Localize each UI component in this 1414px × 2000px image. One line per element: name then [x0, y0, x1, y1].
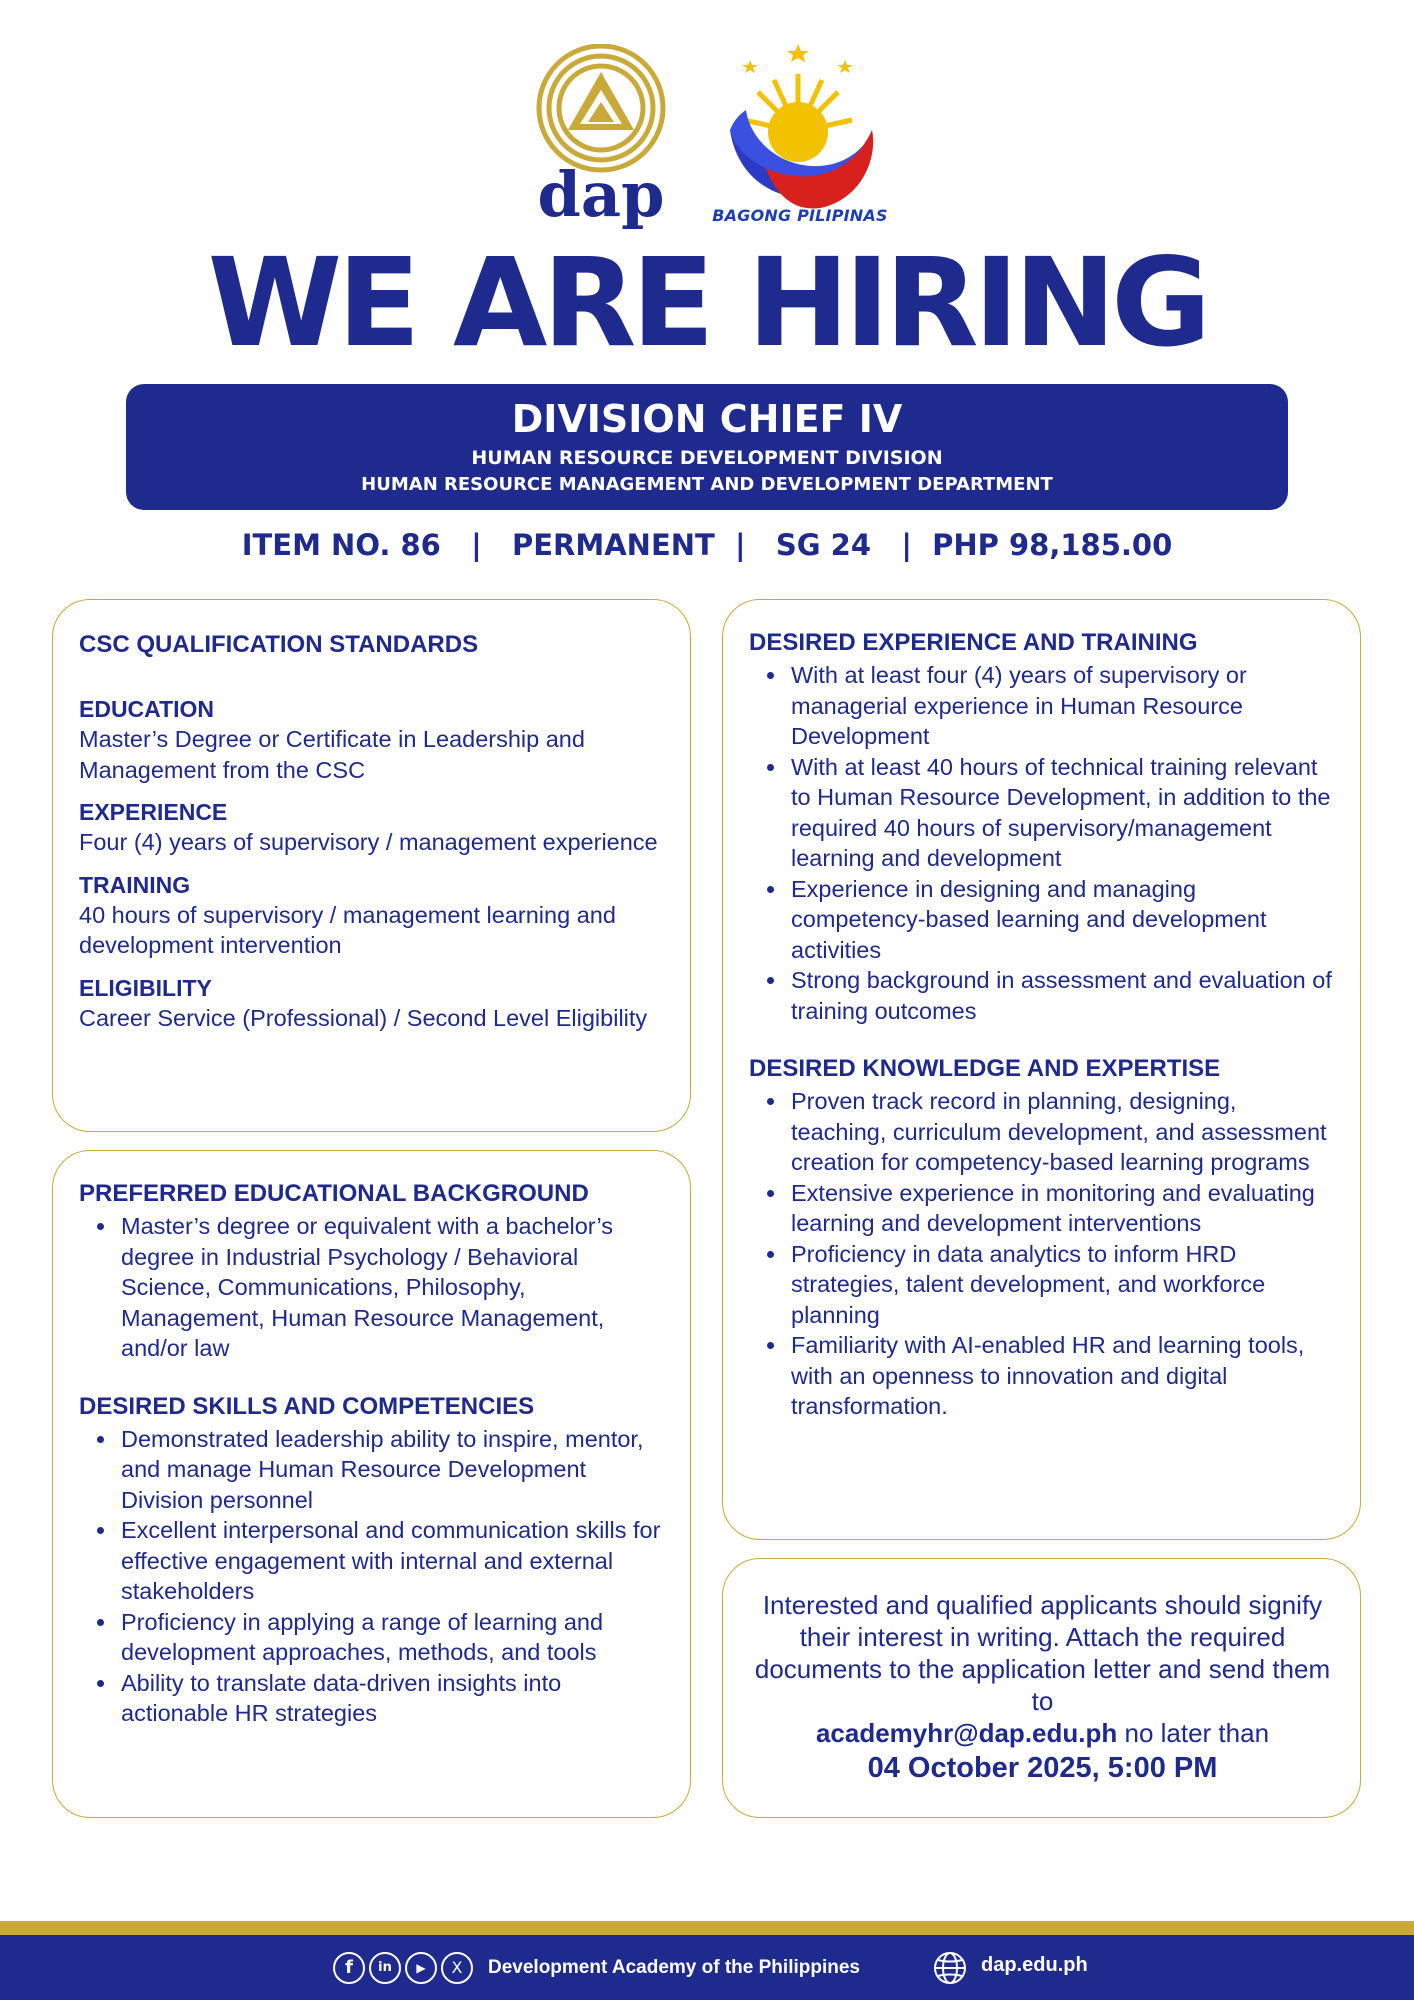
position-banner — [126, 384, 1288, 510]
qualification-standards-card — [52, 599, 691, 1132]
application-deadline: 04 October 2025, 5:00 PM — [867, 1752, 1218, 1784]
list-item: Demonstrated leadership ability to inspire, mentor, and manage Human Resource Development Division personnel — [79, 1424, 666, 1516]
x-icon[interactable]: X — [441, 1952, 473, 1984]
list-item: Proven track record in planning, designing, teaching, curriculum development, and assessment creation for competency-based learning programs — [749, 1086, 1336, 1178]
qs-experience — [79, 797, 666, 858]
qualification-standards-title: CSC QUALIFICATION STANDARDS — [79, 631, 479, 658]
position-department: HUMAN RESOURCE MANAGEMENT AND DEVELOPMENT DEPARTMENT — [361, 474, 1053, 495]
qs-text: Four (4) years of supervisory / management experience — [79, 829, 658, 855]
logo-row — [0, 40, 1414, 240]
qs-label: EXPERIENCE — [79, 799, 228, 825]
desired-skills-title: DESIRED SKILLS AND COMPETENCIES — [79, 1392, 535, 1420]
list-item: Proficiency in applying a range of learning and development approaches, methods, and tools — [79, 1607, 666, 1668]
qs-eligibility — [79, 973, 666, 1034]
bagong-pilipinas-logo — [700, 40, 900, 230]
desired-knowledge-title: DESIRED KNOWLEDGE AND EXPERTISE — [749, 1055, 1221, 1082]
qs-text: 40 hours of supervisory / management learning and development intervention — [79, 901, 616, 958]
headline: WE ARE HIRING — [207, 232, 1207, 374]
list-item: With at least 40 hours of technical training relevant to Human Resource Development, in addition to the required 40 hours of supervisory/management learning and development — [749, 752, 1336, 874]
qs-label: TRAINING — [79, 871, 191, 898]
list-item: With at least four (4) years of supervisory or managerial experience in Human Resource Development — [749, 660, 1336, 752]
linkedin-icon[interactable]: in — [369, 1952, 401, 1984]
qs-training — [79, 870, 666, 961]
desired-skills-list — [79, 1424, 666, 1729]
desired-experience-list — [749, 660, 1336, 1026]
footer-gold-stripe — [0, 1921, 1414, 1935]
list-item: Master’s degree or equivalent with a bachelor’s degree in Industrial Psychology / Behavioral Science, Communications, Philosophy, Management, Human Resource Management, and/or law — [79, 1211, 666, 1364]
preferred-education-list — [79, 1211, 666, 1364]
list-item: Experience in designing and managing competency-based learning and development activities — [749, 874, 1336, 966]
dap-logo — [534, 44, 668, 236]
application-text: Interested and qualified applicants should signify their interest in writing. Attach the required documents to the application letter and send them to — [754, 1590, 1331, 1716]
desired-experience-title: DESIRED EXPERIENCE AND TRAINING — [749, 629, 1198, 656]
position-division: HUMAN RESOURCE DEVELOPMENT DIVISION — [471, 447, 943, 469]
application-suffix: no later than — [1124, 1718, 1270, 1748]
list-item: Strong background in assessment and evaluation of training outcomes — [749, 965, 1336, 1026]
application-card — [722, 1558, 1361, 1818]
footer-organization: Development Academy of the Philippines — [488, 1957, 860, 1978]
desired-experience-card — [722, 599, 1361, 1540]
list-item: Extensive experience in monitoring and evaluating learning and development interventions — [749, 1178, 1336, 1239]
qs-text: Master’s Degree or Certificate in Leadership and Management from the CSC — [79, 726, 585, 783]
globe-icon — [933, 1951, 967, 1985]
qs-education — [79, 694, 666, 785]
application-instructions — [749, 1589, 1336, 1749]
list-item: Familiarity with AI-enabled HR and learning tools, with an openness to innovation and digital transformation. — [749, 1330, 1336, 1422]
application-email-link[interactable]: academyhr@dap.edu.ph — [815, 1718, 1118, 1748]
list-item: Excellent interpersonal and communication skills for effective engagement with internal and external stakeholders — [79, 1515, 666, 1607]
qs-label: EDUCATION — [79, 696, 215, 722]
youtube-icon[interactable]: ▶ — [405, 1952, 437, 1984]
position-details: ITEM NO. 86 | PERMANENT | SG 24 | PHP 98,185.00 — [241, 528, 1173, 562]
facebook-icon[interactable]: f — [333, 1952, 365, 1984]
preferred-background-card — [52, 1150, 691, 1818]
bagong-pilipinas-text: BAGONG PILIPINAS — [712, 206, 888, 225]
qs-text: Career Service (Professional) / Second Level Eligibility — [79, 1004, 648, 1031]
list-item: Ability to translate data-driven insights into actionable HR strategies — [79, 1668, 666, 1729]
qs-label: ELIGIBILITY — [79, 974, 212, 1001]
footer-website-link[interactable]: dap.edu.ph — [981, 1954, 1088, 1976]
dap-wordmark: dap — [537, 158, 665, 231]
position-title: DIVISION CHIEF IV — [511, 397, 903, 441]
preferred-education-title: PREFERRED EDUCATIONAL BACKGROUND — [79, 1180, 589, 1207]
desired-knowledge-list — [749, 1086, 1336, 1422]
list-item: Proficiency in data analytics to inform HRD strategies, talent development, and workforce planning — [749, 1239, 1336, 1331]
